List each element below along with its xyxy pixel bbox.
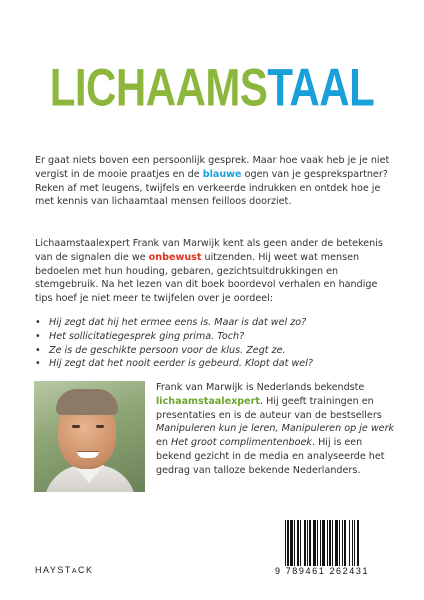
barcode-bar xyxy=(285,520,286,566)
photo-mouth xyxy=(77,451,99,458)
isbn-barcode xyxy=(275,520,393,578)
bio-highlight: lichaamstaalexpert xyxy=(156,395,260,407)
bio-text-d: . Hij is een bekend gezicht in de media en analyseerde het gedrag van talloze bekende Nederlanders. xyxy=(156,437,385,476)
publisher-logo xyxy=(35,565,94,575)
quote-item: • Hij zegt dat het nooit eerder is gebeurd. Klopt dat wel? xyxy=(35,357,395,371)
title-part-blue: TAAL xyxy=(267,58,375,117)
quote-item: • Ze is de geschikte persoon voor de klus. Zegt ze. xyxy=(35,344,395,358)
barcode-bar xyxy=(307,520,308,566)
isbn-number: 9 789461 262431 xyxy=(275,566,370,576)
author-photo xyxy=(34,381,145,492)
barcode-bar xyxy=(313,520,316,566)
quote-item: • Hij zegt dat hij het ermee eens is. Maar is dat wel zo? xyxy=(35,316,395,330)
publisher-sub: A xyxy=(71,568,79,575)
bio-book-1: Manipuleren kun je leren, Manipuleren op je werk xyxy=(156,423,395,435)
body-text-b: uitzenden. Hij weet wat mensen bedoelen met hun houding, gebaren, gezichtsuitdrukkingen en stemgebruik. Na het lezen van dit boek boordevol verhalen en handige tips hoef je niet meer te twijfelen over je oordeel: xyxy=(35,251,378,305)
bio-text-c: en xyxy=(156,437,172,449)
quote-item: • Het sollicitatiegesprek ging prima. Toch? xyxy=(35,330,395,344)
publisher-main: HAYST xyxy=(35,565,72,575)
barcode-bar xyxy=(335,520,338,566)
photo-eye-right xyxy=(96,425,104,428)
intro-text-a: Er gaat niets boven een persoonlijk gesprek. Maar hoe vaak heb je je niet vergist in de mooie praatjes en de xyxy=(35,155,390,180)
bio-text-a: Frank van Marwijk is Nederlands bekendste xyxy=(156,382,365,393)
barcode-bar xyxy=(294,520,295,566)
body-paragraph xyxy=(35,237,395,306)
barcode-bar xyxy=(327,520,328,566)
barcode-bar xyxy=(317,520,318,566)
barcode-bar xyxy=(344,520,346,566)
barcode-bar xyxy=(300,520,301,566)
barcode-bar xyxy=(290,520,293,566)
intro-paragraph xyxy=(35,154,395,209)
bio-book-2: Het groot complimentenboek xyxy=(171,437,312,449)
barcode-bar xyxy=(304,520,306,566)
intro-text-b: ogen van je gesprekspartner? Reken af met leugens, twijfels en verkeerde indrukken en ontdek hoe je met kennis van lichaamtaal mensen feilloos doorziet. xyxy=(35,168,388,208)
barcode-bar xyxy=(357,520,359,566)
barcode-bar xyxy=(354,520,355,566)
barcode-bar xyxy=(332,520,333,566)
intro-highlight: blauwe xyxy=(202,168,242,180)
barcode-bar xyxy=(297,520,299,566)
quote-list xyxy=(35,316,395,371)
barcode-bar xyxy=(352,520,353,566)
body-text-a: Lichaamstaalexpert Frank van Marwijk kent als geen ander de betekenis van de signalen die we xyxy=(35,238,383,263)
bio-text-b: . Hij geeft trainingen en presentaties en is de auteur van de bestsellers xyxy=(156,395,382,421)
publisher-end: CK xyxy=(78,565,94,575)
barcode-bar xyxy=(320,520,321,566)
barcode-bar xyxy=(329,520,331,566)
barcode-bars xyxy=(285,520,391,566)
barcode-bar xyxy=(322,520,325,566)
barcode-bar xyxy=(349,520,350,566)
barcode-bar xyxy=(342,520,343,566)
barcode-bar xyxy=(287,520,289,566)
author-bio xyxy=(156,381,396,478)
barcode-bar xyxy=(339,520,340,566)
photo-eye-left xyxy=(72,425,80,428)
barcode-bar xyxy=(309,520,311,566)
photo-hair xyxy=(56,389,118,415)
title-part-green: LICHAAMS xyxy=(49,58,268,117)
book-title xyxy=(0,58,424,118)
body-highlight: onbewust xyxy=(148,251,202,263)
